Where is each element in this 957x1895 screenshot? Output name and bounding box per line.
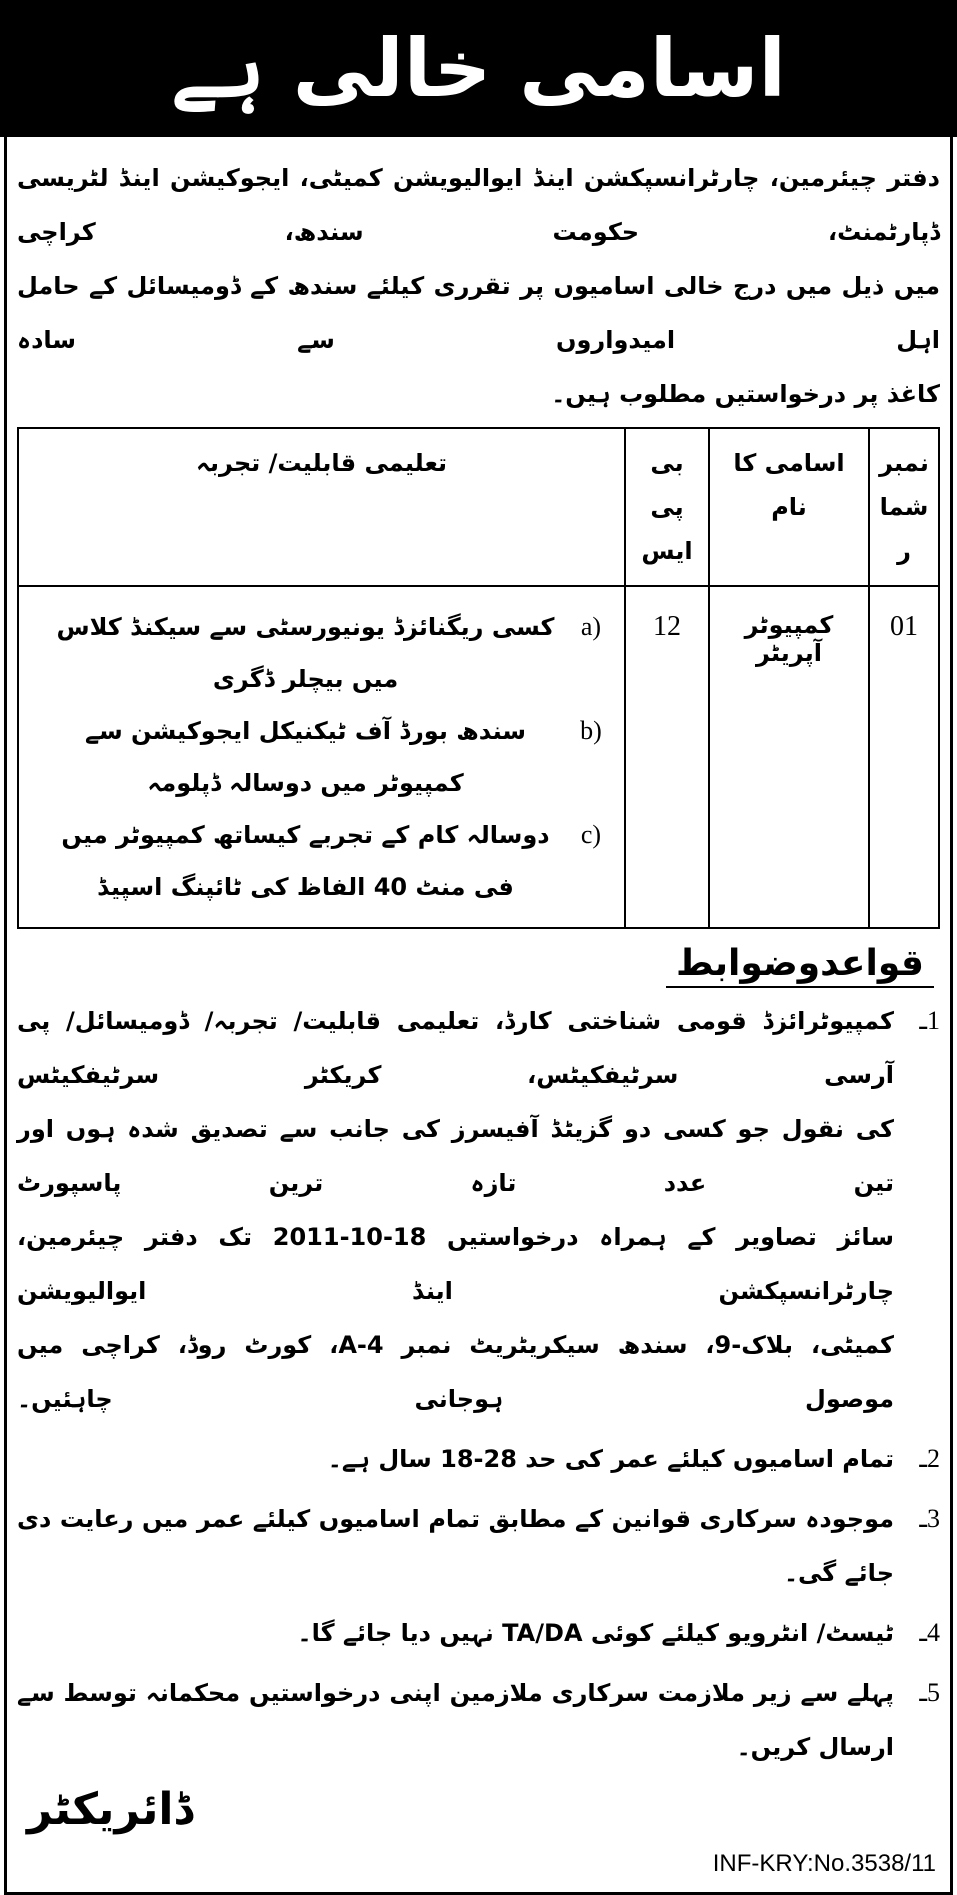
rule-number: 5ـ	[919, 1678, 940, 1707]
cell-serial: 01	[890, 611, 918, 642]
qualification-text: کسی ریگنائزڈ یونیورسٹی سے سیکنڈ کلاس میں بیچلر ڈگری	[56, 613, 555, 693]
rule-item	[17, 1432, 940, 1486]
cell-bps: 12	[653, 611, 681, 642]
header-post: اسامی کا نام	[709, 428, 869, 586]
footer	[17, 1784, 940, 1884]
table-row	[18, 586, 939, 928]
rule-number: 2ـ	[919, 1444, 940, 1473]
rule-line: موجودہ سرکاری قوانین کے مطابق تمام اسامیوں کیلئے عمر میں رعایت دی جائے گی۔	[17, 1505, 894, 1587]
rule-number: 1ـ	[919, 1006, 940, 1035]
rule-item	[17, 994, 940, 1426]
cell-qualification	[18, 586, 625, 928]
rule-line: ٹیسٹ/ انٹرویو کیلئے کوئی TA/DA نہیں دیا جائے گا۔	[297, 1619, 894, 1647]
qualification-item	[39, 601, 610, 705]
qualification-item	[39, 809, 610, 913]
intro-line: کاغذ پر درخواستیں مطلوب ہیں۔	[551, 380, 940, 408]
rule-item	[17, 1492, 940, 1600]
rule-line: کمیٹی، بلاک-9، سندھ سیکریٹریٹ نمبر 4-A، کورٹ روڈ، کراچی میں موصول ہوجانی چاہئیں۔	[17, 1331, 895, 1413]
qualification-text: سندھ بورڈ آف ٹیکنیکل ایجوکیشن سے کمپیوٹر میں دوسالہ ڈپلومہ	[85, 717, 526, 797]
ad-title: اسامی خالی ہے	[0, 0, 957, 137]
posts-table	[17, 427, 940, 929]
intro-paragraph	[17, 151, 940, 421]
qualification-label: c)	[580, 820, 602, 849]
qualification-text: دوسالہ کام کے تجربے کیساتھ کمپیوٹر میں فی منٹ 40 الفاظ کی ٹائپنگ اسپیڈ	[61, 821, 550, 901]
intro-line: دفتر چیئرمین، چارٹرانسپکشن اینڈ ایوالیویشن کمیٹی، ایجوکیشن اینڈ لٹریسی ڈپارٹمنٹ، حکومت سندھ، کراچی	[17, 164, 940, 246]
rule-line: کی نقول جو کسی دو گزیٹڈ آفیسرز کی جانب سے تصدیق شدہ ہوں اور تین عدد تازہ ترین پاسپورٹ	[17, 1115, 894, 1197]
cell-post: کمپیوٹر آپریٹر	[744, 611, 834, 667]
header-bps: بی پی ایس	[625, 428, 709, 586]
intro-line: میں ذیل میں درج خالی اسامیوں پر تقرری کیلئے سندھ کے ڈومیسائل کے حامل اہل امیدواروں سے سادہ	[17, 272, 940, 354]
rule-line: سائز تصاویر کے ہمراہ درخواستیں 18-10-2011 تک دفتر چیئرمین، چارٹرانسپکشن اینڈ ایوالیویشن	[17, 1223, 894, 1305]
signature-director: ڈائریکٹر	[27, 1784, 194, 1835]
rules-heading: قواعدوضوابط	[666, 943, 934, 988]
table-header-row	[18, 428, 939, 586]
qualification-item	[39, 705, 610, 809]
rules-heading-wrap	[17, 943, 940, 988]
rule-line: پہلے سے زیر ملازمت سرکاری ملازمین اپنی درخواستیں محکمانہ توسط سے ارسال کریں۔	[17, 1679, 894, 1761]
rule-line: تمام اسامیوں کیلئے عمر کی حد 28-18 سال ہے۔	[327, 1445, 894, 1473]
rule-item	[17, 1666, 940, 1774]
reference-number: INF-KRY:No.3538/11	[712, 1850, 936, 1877]
qualification-label: b)	[580, 716, 602, 745]
rule-number: 4ـ	[919, 1618, 940, 1647]
ad-border	[4, 137, 953, 1895]
header-serial: نمبر شمار	[869, 428, 939, 586]
header-qualification: تعلیمی قابلیت/ تجربہ	[18, 428, 625, 586]
rule-number: 3ـ	[919, 1504, 940, 1533]
qualification-label: a)	[580, 612, 602, 641]
rule-item	[17, 1606, 940, 1660]
rule-line: کمپیوٹرائزڈ قومی شناختی کارڈ، تعلیمی قابلیت/ تجربہ/ ڈومیسائل/ پی آرسی سرٹیفکیٹس، کریکٹر سرٹیفکیٹس	[17, 1007, 894, 1089]
